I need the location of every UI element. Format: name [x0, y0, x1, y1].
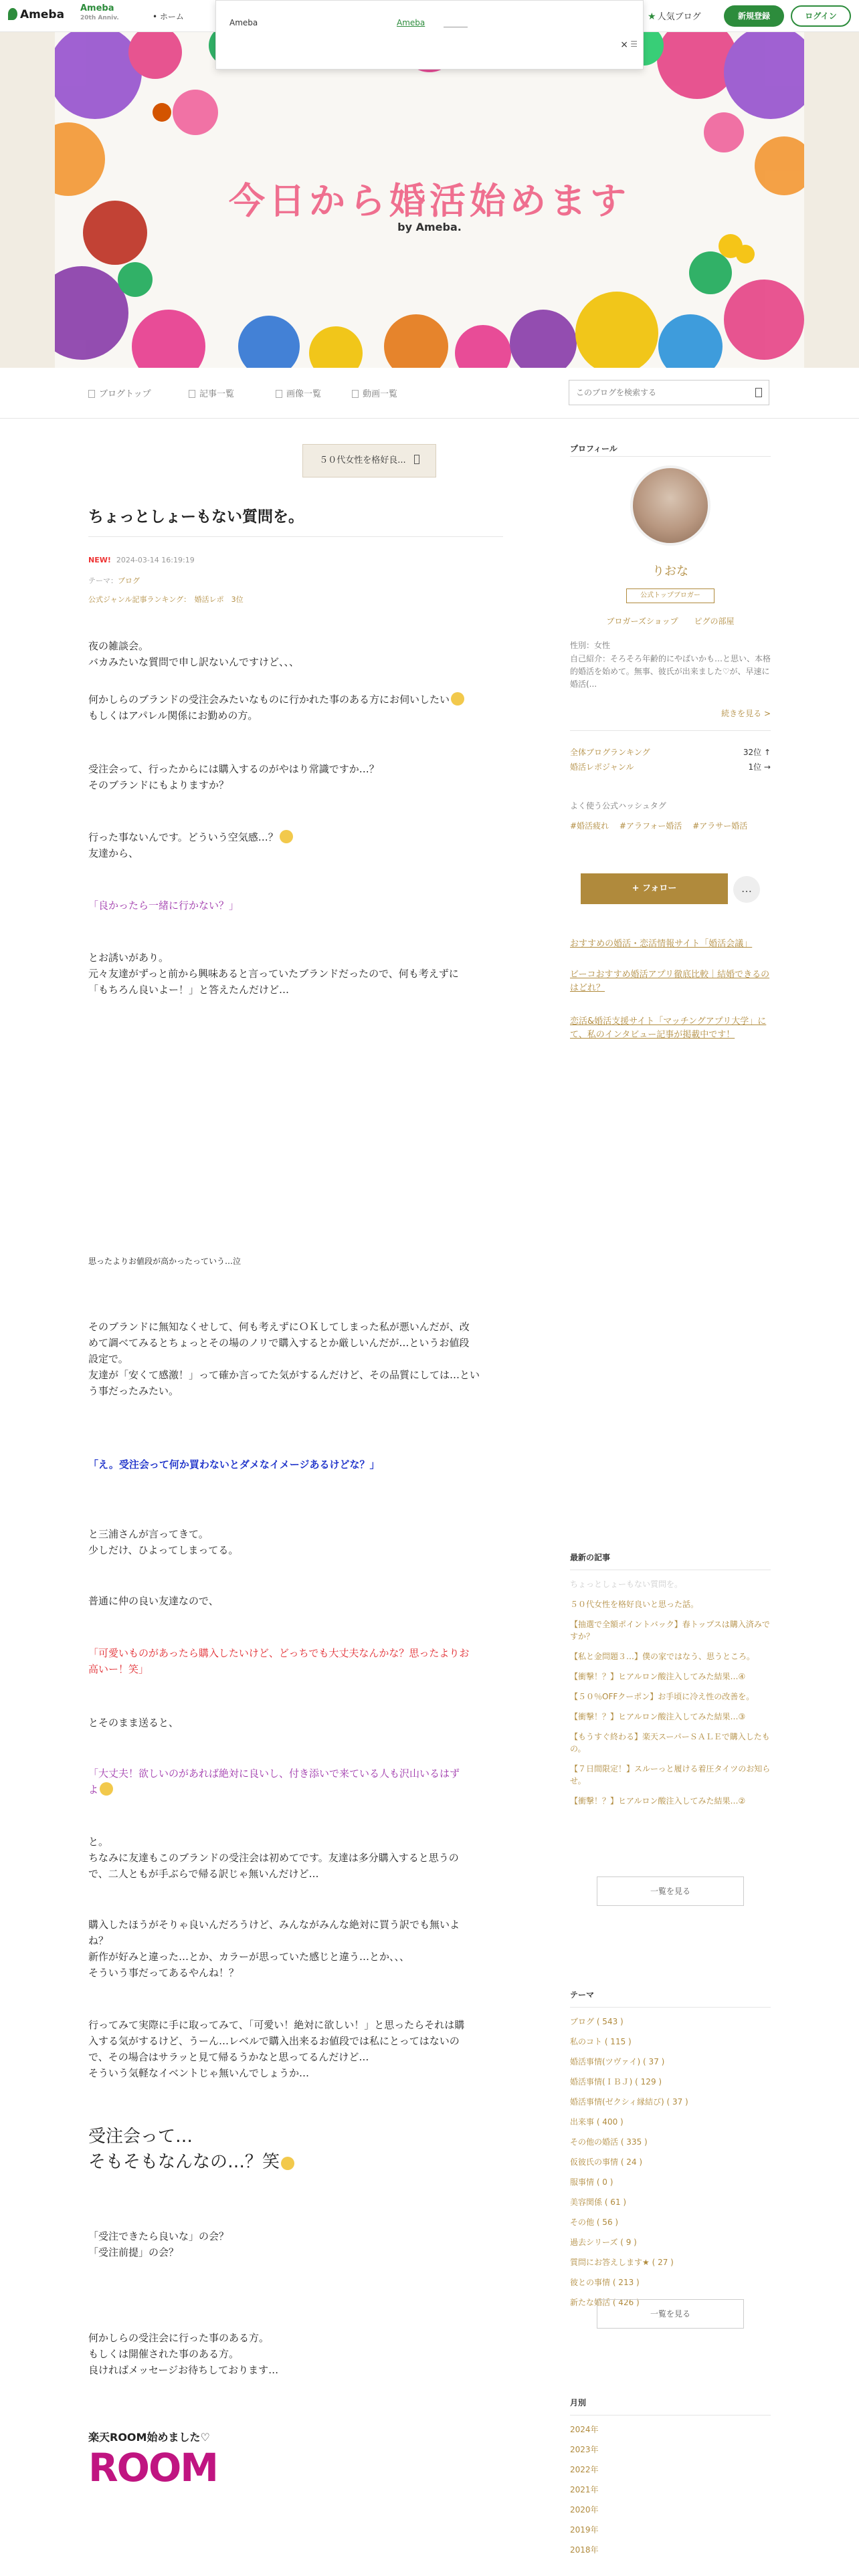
list-icon [189, 390, 195, 398]
theme-item[interactable]: 婚活事情(ゼクシィ縁結び) ( 37 ) [570, 2097, 688, 2107]
theme-item[interactable]: 仮彼氏の事情 ( 24 ) [570, 2157, 643, 2167]
popular-blogs-link[interactable] [648, 9, 701, 22]
paragraph: 元々友達がずっと前から興味あると言っていたブランドだったので、何も考えずに [88, 968, 459, 980]
post-theme-line [88, 575, 140, 586]
recent-more-button[interactable]: 一覧を見る [597, 1876, 744, 1906]
overall-ranking-value: 32位 ↑ [743, 748, 771, 757]
profile-links [570, 615, 771, 627]
theme-item[interactable]: ブログ ( 543 ) [570, 2017, 624, 2026]
login-button[interactable]: ログイン [791, 5, 851, 27]
blog-byline: by Ameba. [397, 221, 462, 233]
year-list [570, 2424, 771, 2564]
theme-item[interactable]: 彼との事情 ( 213 ) [570, 2278, 640, 2287]
promo-link[interactable]: ビーコおすすめ婚活アプリ徹底比較｜結婚できるのはどれ？ [570, 970, 770, 993]
paragraph: 「受注できたら良いな」の会？ [88, 2230, 229, 2242]
paragraph-text: よ [88, 1784, 99, 1796]
title-divider [88, 536, 503, 537]
paragraph: そのブランドにもよりますか？ [88, 779, 229, 791]
theme-item[interactable]: 私のコト ( 115 ) [570, 2037, 632, 2046]
emoji-icon [100, 1782, 113, 1796]
genre-ranking-link[interactable] [570, 761, 771, 772]
crown-icon: ★ [648, 11, 656, 22]
ameba-20th-sub: 20th Anniv. [80, 15, 119, 21]
ameba-logo[interactable] [8, 8, 64, 21]
search-icon[interactable] [755, 388, 762, 397]
paragraph: で、二人ともが手ぶらで帰る訳じゃ無いんだけど… [88, 1868, 319, 1880]
recent-post-item[interactable]: ５０代女性を格好良いと思った話。 [570, 1600, 699, 1609]
paragraph: そのブランドに無知なくせして、何も考えずにＯＫしてしまった私が悪いんだが、改 [88, 1321, 470, 1333]
hashtag-list [570, 820, 755, 831]
paragraph: 「もちろん良いよー！」と答えたんだけど… [88, 984, 290, 996]
year-item[interactable]: 2020年 [570, 2505, 599, 2514]
emoji-icon [280, 830, 293, 843]
new-badge: NEW! [88, 556, 111, 564]
large-paragraph [88, 2149, 503, 2175]
hashtag-label: #婚活疲れ [570, 821, 609, 831]
paragraph [88, 691, 503, 708]
promo-link[interactable]: おすすめの婚活・恋活情報サイト「婚活会議」 [570, 939, 753, 949]
rakuten-room-heading: 楽天ROOM始めました♡ [88, 2431, 210, 2444]
blog-header [0, 32, 859, 368]
paragraph: そういう事だってあるやんね！？ [88, 1967, 240, 1979]
recent-post-item[interactable]: 【５０％OFFクーポン】お手頃に冷え性の改善を。 [570, 1692, 755, 1701]
hashtag-heading: よく使う公式ハッシュタグ [570, 801, 666, 811]
recent-post-item[interactable]: 【衝撃！？】ヒアルロン酸注入してみた結果…③ [570, 1712, 746, 1721]
large-paragraph: 受注会って… [88, 2127, 193, 2147]
post-date-line [88, 556, 195, 564]
follow-button[interactable]: + フォロー [581, 873, 728, 904]
paragraph: ちなみに友達もこのブランドの受注会は初めてです。友達は多分購入すると思うの [88, 1852, 459, 1864]
bloggers-shop-label: ブロガーズショップ [606, 617, 678, 626]
promo-link[interactable]: 恋活&婚活支援サイト「マッチングアプリ大学」にて、私のインタビュー記事が掲載中です！ [570, 1016, 767, 1040]
nav-home-link[interactable]: • ホーム [153, 12, 184, 21]
theme-item[interactable]: 婚活事情(ツヴァイ) ( 37 ) [570, 2057, 665, 2066]
profile-divider [570, 456, 771, 457]
quote-paragraph: 「大丈夫！欲しいのがあれば絶対に良いし、付き添いで来ている人も沢山いるはず [88, 1767, 460, 1780]
year-item[interactable]: 2023年 [570, 2445, 599, 2454]
blog-search [569, 380, 769, 405]
paragraph-text: そもそもなんなの…？笑 [88, 2152, 280, 2172]
profile-bio: 自己紹介：そろそろ年齢的にやばいかも…と思い、本格的婚活を始めて。無事、彼氏が出来ました♡が、早速に婚活(... [570, 654, 771, 689]
hashtag-label: #アラサー婚活 [692, 821, 748, 831]
paragraph-text: 何かしらのブランドの受注会みたいなものに行かれた事のある方にお伺いしたい [88, 693, 450, 706]
recent-posts-heading: 最新の記事 [570, 1551, 771, 1570]
quote-paragraph: 「可愛いものがあったら購入したいけど、どっちでも大丈夫なんかな？思ったよりお [88, 1647, 470, 1659]
recent-post-item[interactable]: 【抽選で全額ポイントバック】春トップスは購入済みですか？ [570, 1620, 770, 1641]
nav-video-list[interactable] [352, 387, 397, 399]
ranking-link[interactable]: 公式ジャンル記事ランキング： 婚活レポ 3位 [88, 595, 244, 604]
post-title: ちょっとしょーもない質問を。 [88, 508, 304, 526]
theme-item[interactable]: 服事情 ( 0 ) [570, 2177, 613, 2187]
year-item[interactable]: 2019年 [570, 2525, 599, 2535]
year-item[interactable]: 2024年 [570, 2425, 599, 2434]
nav-entry-list[interactable] [189, 387, 234, 399]
paragraph: と。 [88, 1836, 109, 1848]
paragraph: 何かしらの受注会に行った事のある方。 [88, 2332, 270, 2344]
hashtag-link[interactable] [692, 821, 755, 831]
paragraph-text: 行った事ないんです。どういう空気感…？ [88, 831, 278, 843]
paragraph: めて調べてみるとちょっとその場のノリで購入するとか厳しいんだが…というお値段 [88, 1337, 470, 1349]
emoji-icon [451, 692, 464, 706]
video-icon [352, 390, 359, 398]
profile-gender: 性別：女性 [570, 641, 611, 650]
room-logo[interactable]: ROOM [88, 2446, 219, 2489]
hashtag-label: #アラフォー婚活 [619, 821, 682, 831]
quote-paragraph: 「え。受注会って何か買わないとダメなイメージあるけどな？」 [88, 1459, 380, 1471]
year-item[interactable]: 2018年 [570, 2545, 599, 2555]
pigg-room-label: ピグの部屋 [694, 617, 735, 626]
paragraph: 受注会って、行ったからには購入するのがやはり常識ですか…？ [88, 763, 379, 775]
paragraph: 購入したほうがそりゃ良いんだろうけど、みんながみんな絶対に買う訳でも無いよ [88, 1919, 460, 1931]
paragraph: う事だったみたい。 [88, 1385, 179, 1397]
ameba-20th-logo[interactable] [80, 4, 119, 23]
paragraph: 友達が「安くて感激！」って確か言ってた気がするんだけど、その品質にしては…とい [88, 1369, 480, 1381]
paragraph: バカみたいな質問で申し訳ないんですけど、、、 [88, 656, 300, 668]
paragraph: もしくはアパレル関係にお勤めの方。 [88, 710, 258, 722]
rank-divider [570, 730, 771, 731]
bookmark-icon [414, 455, 419, 464]
overall-ranking-link[interactable] [570, 746, 771, 758]
pigg-room-link[interactable] [687, 617, 741, 626]
themes-more-button[interactable]: 一覧を見る [597, 2299, 744, 2329]
genre-ranking-label: 婚活レポジャンル [570, 762, 634, 772]
paragraph: とそのまま送ると、 [88, 1717, 179, 1729]
hashtag-link[interactable] [619, 821, 690, 831]
paragraph: 夜の雑談会。 [88, 640, 149, 652]
paragraph: 行ってみて実際に手に取ってみて、「可愛い！絶対に欲しい！」と思ったらそれは購 [88, 2019, 465, 2031]
profile-more-link[interactable]: 続きを見る > [721, 709, 771, 718]
ad-popup [215, 0, 644, 70]
recent-post-item[interactable]: ちょっとしょーもない質問を。 [570, 1580, 683, 1589]
header-banner[interactable] [55, 32, 804, 368]
nav-blog-top-label: ブログトップ [99, 389, 151, 399]
close-icon[interactable]: × [620, 39, 628, 50]
paragraph: 新作が好みと違った…とか、カラーが思っていた感じと違う…とか、、、 [88, 1951, 410, 1963]
ad-popup-underline [444, 18, 468, 27]
small-paragraph: 思ったよりお値段が高かったっていう…泣 [88, 1257, 242, 1266]
theme-item[interactable]: 質問にお答えします★ ( 27 ) [570, 2258, 674, 2267]
nav-blog-top[interactable] [88, 387, 151, 399]
quote-paragraph: 高いー！笑」 [88, 1663, 149, 1675]
profile-name[interactable]: りおな [652, 564, 688, 578]
paragraph: もしくは開催された事のある方。 [88, 2348, 240, 2360]
theme-item[interactable]: 過去シリーズ ( 9 ) [570, 2238, 637, 2247]
bloggers-shop-link[interactable] [599, 617, 684, 626]
recent-post-item[interactable]: 【７日間限定！】スルーっと履ける着圧タイツのお知らせ。 [570, 1764, 771, 1786]
year-item[interactable]: 2022年 [570, 2465, 599, 2474]
blog-nav [0, 368, 859, 419]
nav-video-list-label: 動画一覧 [363, 389, 398, 399]
ameba-20th-title: Ameba [80, 3, 114, 13]
paragraph: 友達から、 [88, 847, 139, 859]
theme-item[interactable]: 婚活事情(ＩＢＪ) ( 129 ) [570, 2077, 662, 2086]
overall-ranking-label: 全体ブログランキング [570, 748, 650, 757]
quote-paragraph [88, 1782, 503, 1798]
blog-title: 今日から婚活始めます [229, 180, 630, 222]
paragraph: 良ければメッセージお待ちしております… [88, 2364, 279, 2376]
year-item[interactable]: 2021年 [570, 2485, 599, 2494]
prev-entry-label: ５０代女性を格好良... [319, 455, 406, 465]
avatar[interactable] [630, 465, 710, 546]
paragraph: 「受注前提」の会？ [88, 2246, 179, 2258]
ameba-logo-text: Ameba [20, 8, 65, 21]
paragraph: 設定で。 [88, 1353, 128, 1365]
paragraph [88, 829, 503, 845]
paragraph: そういう気軽なイベントじゃ無いんでしょうか… [88, 2067, 310, 2079]
menu-icon[interactable]: ☰ [630, 39, 638, 49]
theme-item[interactable]: 美容関係 ( 61 ) [570, 2197, 627, 2207]
theme-heading: テーマ [570, 1989, 771, 2008]
paragraph: と三浦さんが言ってきて。 [88, 1528, 209, 1540]
more-options-button[interactable]: … [733, 876, 760, 903]
recent-post-item[interactable]: 【もうすぐ終わる】楽天スーパーＳＡＬＥで購入したもの。 [570, 1732, 770, 1753]
quote-paragraph: 「良かったら一緒に行かない？」 [88, 899, 240, 911]
theme-item[interactable]: 出来事 ( 400 ) [570, 2117, 624, 2127]
popular-blogs-label: 人気ブログ [657, 12, 701, 22]
theme-link[interactable]: ブログ [118, 576, 140, 585]
paragraph: 普通に仲の良い友達なので、 [88, 1595, 219, 1607]
paragraph: で、その場合はサラッと見て帰るうかなと思ってるんだけど… [88, 2051, 369, 2063]
ad-popup-link[interactable]: Ameba [397, 18, 425, 27]
paragraph: ね？ [88, 1935, 109, 1947]
prev-entry-button[interactable] [302, 444, 436, 477]
recent-post-item[interactable]: 【私と金問題３…】僕の家ではなう、思うところ。 [570, 1652, 755, 1661]
nav-image-list[interactable] [276, 387, 321, 399]
post-date: 2024-03-14 16:19:19 [116, 556, 195, 564]
nav-image-list-label: 画像一覧 [286, 389, 322, 399]
theme-item[interactable]: その他 ( 56 ) [570, 2218, 619, 2227]
ad-popup-site: Ameba [229, 18, 258, 27]
signup-button[interactable]: 新規登録 [724, 5, 784, 27]
hashtag-link[interactable] [570, 821, 617, 831]
emoji-icon [281, 2157, 294, 2170]
paragraph: 少しだけ、ひよってしまってる。 [88, 1544, 239, 1556]
theme-label: テーマ： [88, 576, 118, 585]
recent-post-item[interactable]: 【衝撃！？】ヒアルロン酸注入してみた結果…④ [570, 1672, 746, 1681]
recent-posts-list [570, 1578, 771, 1815]
paragraph: とお誘いがあり。 [88, 952, 169, 964]
home-icon [88, 390, 95, 398]
image-icon [276, 390, 282, 398]
blog-search-input[interactable] [569, 381, 737, 405]
official-blogger-badge: 公式トップブロガー [626, 588, 714, 603]
theme-item[interactable]: その他の婚活 ( 335 ) [570, 2137, 648, 2147]
theme-list [570, 2016, 771, 2317]
recent-post-item[interactable]: 【衝撃！？】ヒアルロン酸注入してみた結果…② [570, 1796, 746, 1806]
nav-entry-list-label: 記事一覧 [199, 389, 235, 399]
profile-heading: プロフィール [570, 444, 617, 453]
ameba-leaf-icon [8, 8, 17, 20]
genre-ranking-value: 1位 → [748, 762, 771, 772]
paragraph: 入する気がするけど、うーん…レベルで購入出来るお値段では私にとってはないの [88, 2035, 460, 2047]
theme-item[interactable]: 新たな婚活 ( 426 ) [570, 2298, 640, 2307]
monthly-heading: 月別 [570, 2397, 771, 2416]
